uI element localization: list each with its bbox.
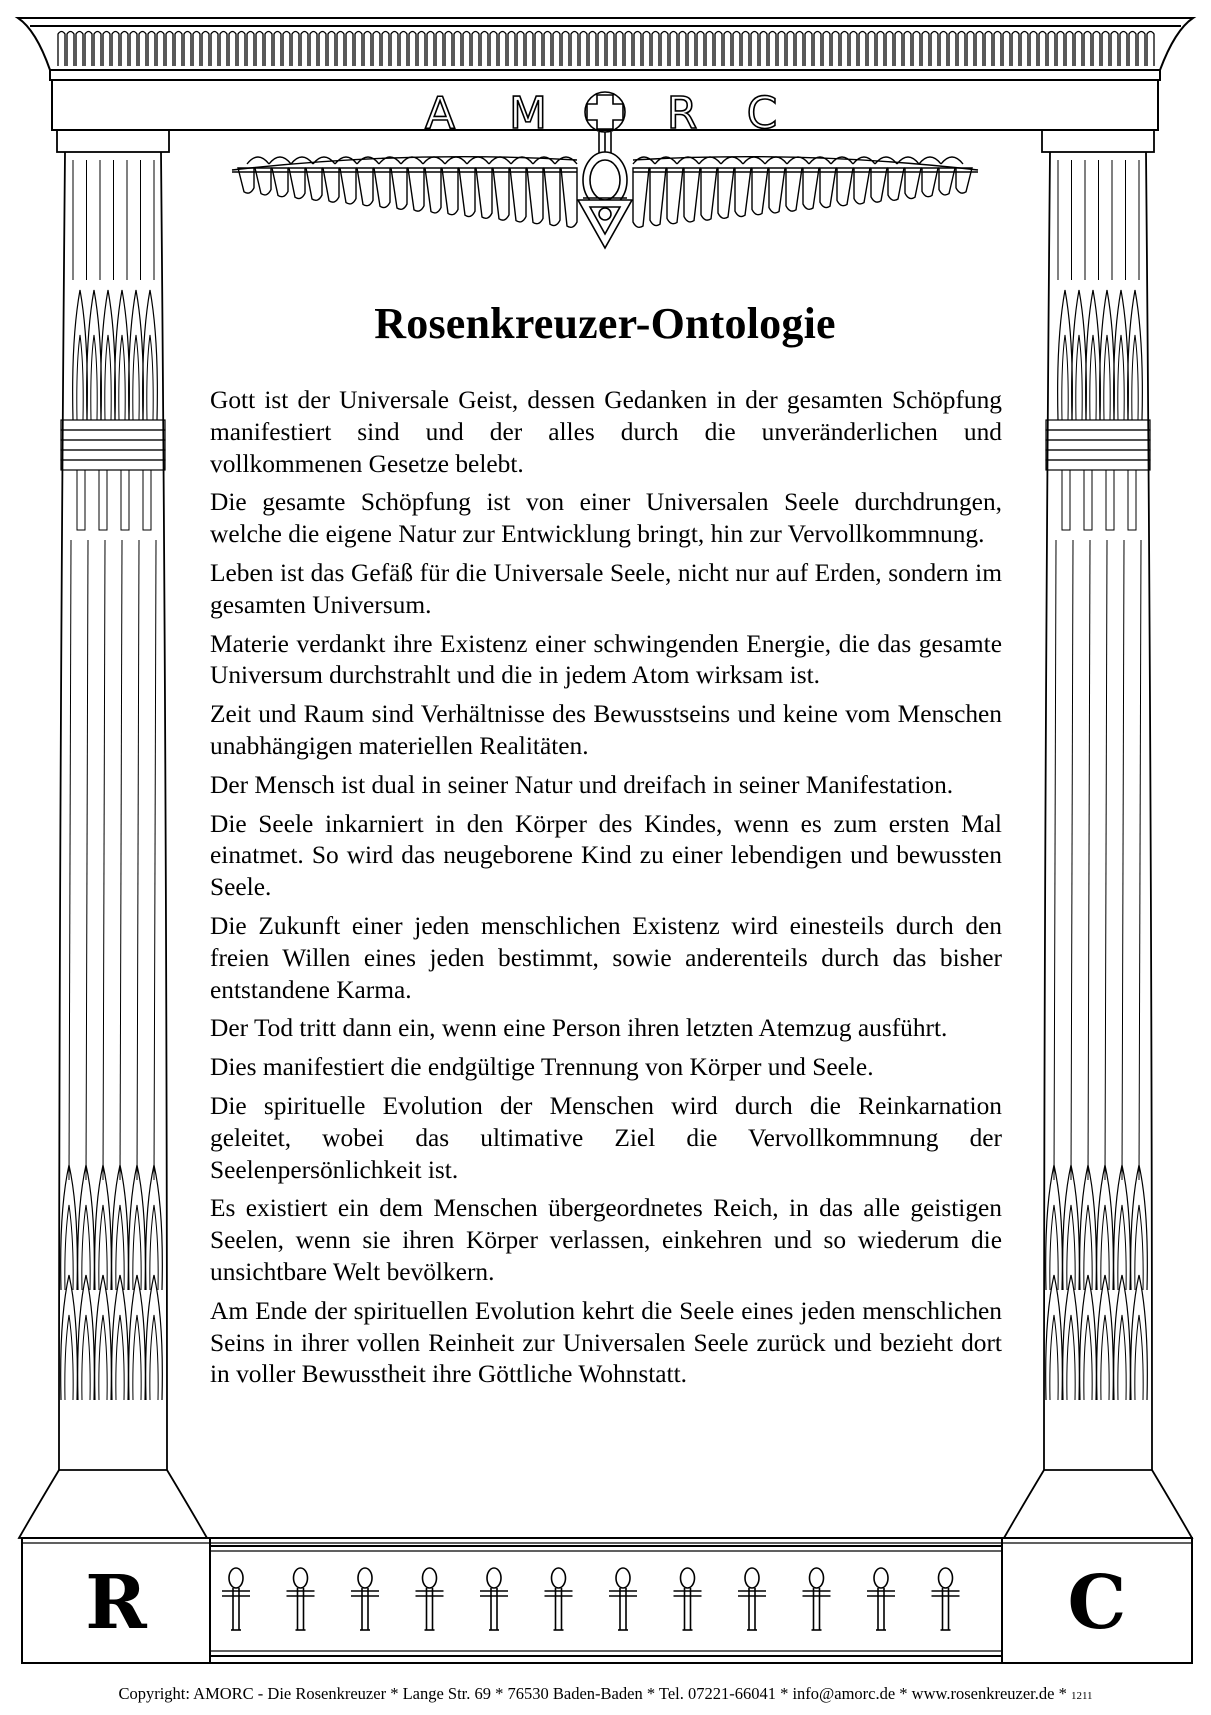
ankh-icon (867, 1568, 895, 1630)
ankh-frieze (222, 1568, 960, 1630)
ankh-icon (287, 1568, 315, 1630)
ankh-icon (609, 1568, 637, 1630)
paragraph: Am Ende der spirituellen Evolution kehrt die Seele eines jeden menschlichen Seins in ihrer vollen Reinheit zur Universalen Seele zurück und bezieht dort in voller Bewusstheit ihre Göttliche Wohnstatt. (210, 1296, 1002, 1389)
paragraph: Der Tod tritt dann ein, wenn eine Person ihren letzten Atemzug ausführt. (210, 1014, 948, 1043)
ankh-icon (738, 1568, 766, 1630)
paragraph: Der Mensch ist dual in seiner Natur und dreifach in seiner Manifestation. (210, 770, 954, 799)
paragraph: Dies manifestiert die endgültige Trennung von Körper und Seele. (210, 1053, 874, 1082)
paragraph: Die gesamte Schöpfung ist von einer Universalen Seele durchdrungen, welche die eigene Natur zur Entwicklung bringt, hin zur Vervollkommnung. (210, 488, 1002, 549)
paragraph: Leben ist das Gefäß für die Universale Seele, nicht nur auf Erden, sondern im gesamten Universum. (210, 558, 1002, 619)
paragraph: Zeit und Raum sind Verhältnisse des Bewusstseins und keine vom Menschen unabhängigen materiellen Realitäten. (210, 700, 1002, 760)
paragraph: Es existiert ein dem Menschen übergeordnetes Reich, in das alle geistigen Seelen, wenn sie ihren Körper verlassen, einkehren und so wiederum die unsichtbare Welt bevölkern. (210, 1194, 1002, 1286)
ankh-icon (351, 1568, 379, 1630)
base (22, 1538, 1192, 1663)
left-column (19, 130, 207, 1538)
amorc-letter-c: C (746, 88, 778, 139)
ankh-icon (480, 1568, 508, 1630)
amorc-letter-r: R (666, 88, 698, 139)
ankh-icon (545, 1568, 573, 1630)
amorc-letter-a: A (424, 88, 456, 139)
ankh-icon (416, 1568, 444, 1630)
amorc-letter-m: M (509, 88, 547, 139)
copyright-text: Copyright: AMORC - Die Rosenkreuzer * Lange Str. 69 * 76530 Baden-Baden * Tel. 07221-66041 * info@amorc.de * www.rosenkreuzer.de * (118, 1684, 1067, 1703)
cornice-flutes (58, 32, 1154, 67)
ankh-icon (932, 1568, 960, 1630)
paragraph: Die Zukunft einer jeden menschlichen Existenz wird einesteils durch den freien Willen eines jeden bestimmt, sowie anderenteils durch das bisher entstandene Karma. (210, 911, 1002, 1004)
paragraph: Materie verdankt ihre Existenz einer schwingenden Energie, die das gesamte Universum durchstrahlt und die in jedem Atom wirksam ist. (210, 629, 1002, 690)
base-letter-r (85, 1560, 147, 1646)
paragraph: Die spirituelle Evolution der Menschen wird durch die Reinkarnation geleitet, wobei das ultimative Ziel die Vervollkommnung der Seelenpersönlichkeit ist. (210, 1091, 1002, 1184)
copyright-footer (0, 1684, 1211, 1704)
ankh-triangle-icon (578, 152, 632, 248)
ankh-icon (674, 1568, 702, 1630)
cornice (18, 18, 1193, 130)
paragraph: Die Seele inkarniert in den Körper des Kindes, wenn es zum ersten Mal einatmet. So wird das neugeborene Kind zu einer lebendigen und bewussten Seele. (210, 809, 1002, 902)
ankh-icon (222, 1568, 250, 1630)
paragraph: Gott ist der Universale Geist, dessen Gedanken in der gesamten Schöpfung manifestiert sind und der alles durch die unveränderlichen und vollkommenen Gesetze belebt. (210, 386, 1002, 478)
page-title: Rosenkreuzer-Ontologie (374, 299, 836, 348)
right-column (1004, 130, 1192, 1538)
ankh-icon (803, 1568, 831, 1630)
svg-text:R: R (85, 1560, 147, 1646)
svg-text:C: C (1067, 1560, 1127, 1646)
document-code: 1211 (1070, 1690, 1093, 1702)
amorc-emblem (232, 88, 978, 248)
ontology-text (210, 385, 1002, 1398)
base-letter-c (1068, 1560, 1127, 1646)
